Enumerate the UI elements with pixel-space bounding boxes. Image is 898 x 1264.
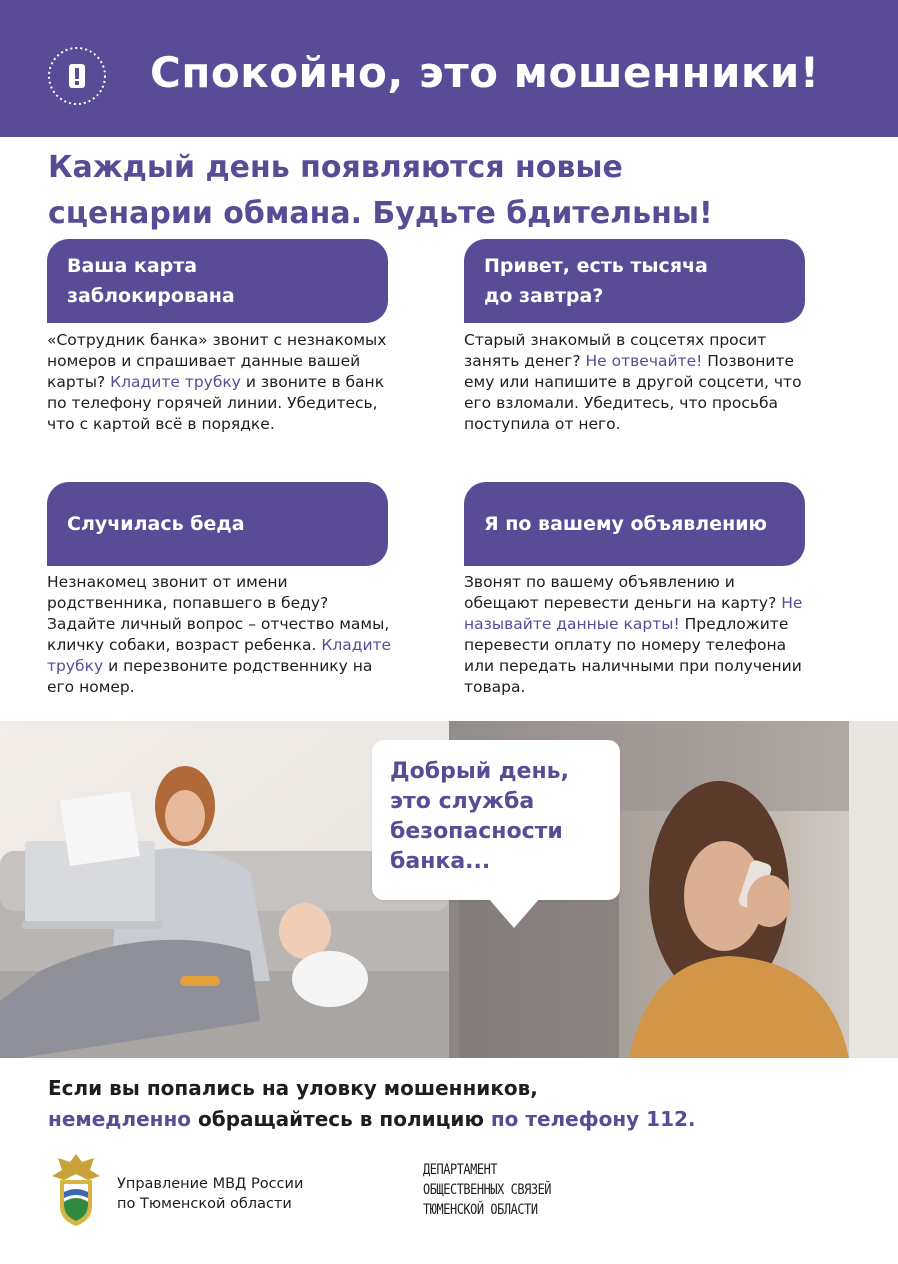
card-title-line: Я по вашему объявлению [484, 513, 768, 535]
card-text-borrow-money [464, 330, 804, 435]
card-text-part: и перезвоните родственнику на его номер. [47, 657, 373, 696]
cta-highlight-immediately: немедленно [48, 1107, 192, 1131]
card-title-trouble [47, 482, 388, 566]
call-to-action [48, 1073, 868, 1135]
headline-line-2: сценарии обмана. Будьте бдительны! [48, 196, 713, 231]
mvd-line: Управление МВД России [117, 1176, 304, 1192]
department-caption [423, 1160, 551, 1220]
card-text-highlight: Кладите трубку [110, 373, 241, 391]
card-text-highlight: Не называйте данные карты! [464, 594, 803, 633]
card-text-part: и звоните в банк по телефону горячей линии. Убедитесь, что с картой всё в порядке. [47, 373, 385, 433]
bubble-line: Добрый день, [390, 759, 569, 784]
headline-line-1: Каждый день появляются новые [48, 150, 623, 185]
card-text-advert [464, 572, 809, 698]
cta-line-2 [48, 1104, 868, 1135]
card-text-card-blocked [47, 330, 392, 435]
page-title: Спокойно, это мошенники! [150, 48, 820, 97]
card-text-trouble [47, 572, 397, 698]
bubble-line: безопасности [390, 819, 563, 844]
card-title-line: заблокирована [67, 285, 235, 307]
card-title-line: Привет, есть тысяча [484, 255, 708, 277]
campaign-logo [45, 40, 109, 114]
dept-line: ОБЩЕСТВЕННЫХ СВЯЗЕЙ [423, 1182, 552, 1198]
card-title-card-blocked [47, 239, 388, 323]
card-title-line: до завтра? [484, 285, 604, 307]
bubble-line: это служба [390, 789, 535, 814]
speech-bubble-tail [488, 898, 540, 928]
card-title-advert [464, 482, 805, 566]
card-text-part: Предложите перевести оплату по номеру телефона или передать наличными при получении товара. [464, 615, 802, 696]
cta-text: обращайтесь в полицию [191, 1107, 491, 1131]
cta-highlight-phone: по телефону 112. [490, 1107, 696, 1131]
cta-line-1: Если вы попались на уловку мошенников, [48, 1076, 538, 1100]
header-banner [0, 0, 898, 137]
card-text-part: «Сотрудник банка» звонит с незнакомых номеров и спрашивает данные вашей карты? [47, 331, 387, 391]
card-text-part: Старый знакомый в соцсетях просит занять денег? [464, 331, 767, 370]
dept-line: ТЮМЕНСКОЙ ОБЛАСТИ [423, 1202, 538, 1218]
mvd-caption [117, 1174, 303, 1214]
headline [48, 145, 868, 237]
card-text-part: Позвоните ему или напишите в другой соцсети, что его взломали. Убедитесь, что просьба поступила от него. [464, 352, 802, 433]
card-title-line: Ваша карта [67, 255, 198, 277]
exclamation-phone-icon [69, 64, 85, 88]
card-text-part: Звонят по вашему объявлению и обещают перевести деньги на карту? [464, 573, 782, 612]
speech-bubble-text [390, 757, 610, 877]
card-title-line: Случилась беда [67, 513, 245, 535]
card-title-borrow-money [464, 239, 805, 323]
mvd-emblem-icon [50, 1150, 102, 1228]
mvd-line: по Тюменской области [117, 1196, 292, 1212]
dept-line: ДЕПАРТАМЕНТ [423, 1162, 498, 1178]
card-text-highlight: Не отвечайте! [585, 352, 703, 370]
card-text-highlight: Кладите трубку [47, 636, 392, 675]
bubble-line: банка... [390, 849, 491, 874]
card-text-part: Незнакомец звонит от имени родственника, попавшего в беду? Задайте личный вопрос – отчество мамы, кличку собаки, возраст ребенка. [47, 573, 390, 654]
